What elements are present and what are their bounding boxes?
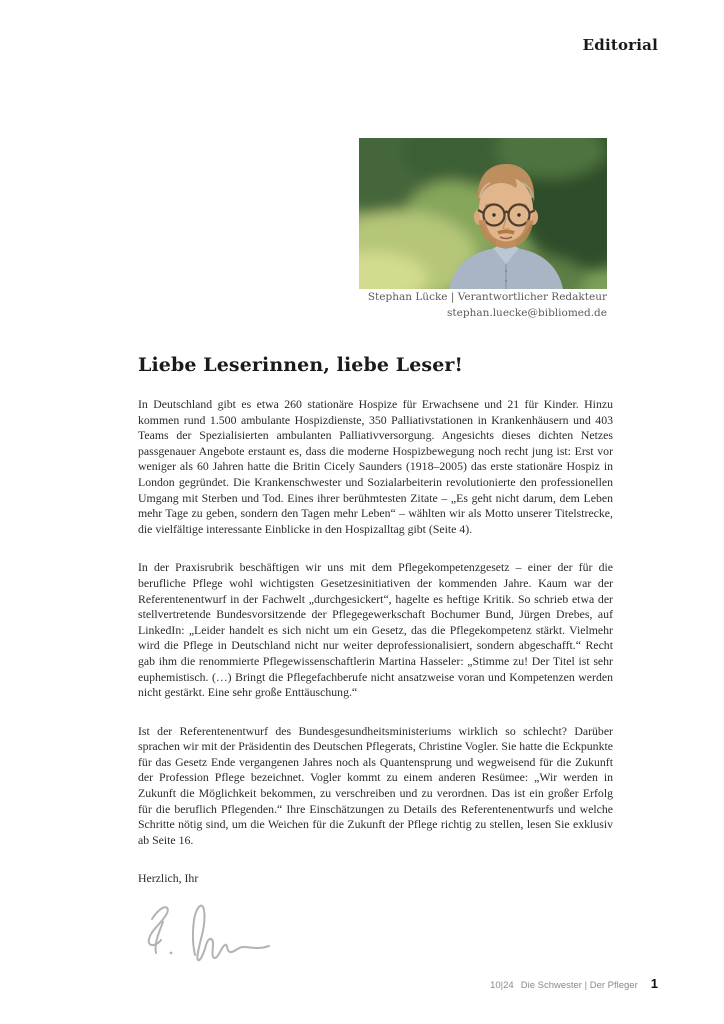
editorial-paragraph: In der Praxisrubrik beschäftigen wir uns mit dem Pflegekompetenzgesetz – einer der für die berufliche Pflege wohl wichtigsten Gesetzesinitiativen der kommenden Jahre. Kaum war der Referentenentwurf in der Fachwelt „durchgesickert“, hagelte es heftige Kritik. So schrieb etwa der stellvertretende Bundesvorsitzende der Pflegegewerkschaft Bochumer Bund, Jürgen Drebes, auf LinkedIn: „Leider handelt es sich nicht um ein Gesetz, das die Pflegekompetenz stärkt. Vielmehr wird die Pflege in Deutschland nicht nur weiter deprofessionalisiert, sondern abgeschafft.“ Recht gab ihm die renommierte Pflegewissenschaftlerin Martina Hasseler: „Stimme zu! Der Titel ist sehr euphemistisch. (…) Bringt die Pflegefachberufe nicht ansatzweise voran und Kompetenzen werden nicht gestärkt. Eine sehr große Enttäuschung.“	[138, 560, 613, 700]
page-footer	[490, 976, 658, 991]
signature-handwritten	[138, 895, 613, 973]
portrait-photo	[359, 138, 607, 289]
footer-issue: 10|24	[490, 980, 514, 991]
portrait-caption-email: stephan.luecke@bibliomed.de	[447, 306, 607, 319]
footer-page-number: 1	[650, 976, 658, 991]
editorial-paragraph: Ist der Referentenentwurf des Bundesgesundheitsministeriums wirklich so schlecht? Darüber sprachen wir mit der Präsidentin des Deutschen Pflegerats, Christine Vogler. Sie hatte die Eckpunkte für das Gesetz Ende vergangenen Jahres noch als Quantensprung und wegweisend für die Zukunft der Profession Pflege bezeichnet. Vogler kommt zu einem anderen Resümee: „Wir werden in Zukunft die Möglichkeit bekommen, zu verschreiben und zu verordnen. Das ist ein großer Erfolg für die beruflich Pflegenden.“ Ihre Einschätzungen zu Details des Referentenentwurfs und welche Schritte nötig sind, um die Weichen für die Zukunft der Pflege richtig zu stellen, lesen Sie exklusiv ab Seite 16.	[138, 723, 613, 847]
footer-magazine-title: Die Schwester | Der Pfleger	[520, 980, 638, 991]
portrait-caption-name: Stephan Lücke | Verantwortlicher Redakteur	[367, 291, 607, 303]
portrait-figure	[359, 138, 607, 289]
editorial-paragraph: In Deutschland gibt es etwa 260 stationäre Hospize für Erwachsene und 21 für Kinder. Hinzu kommen rund 1.500 ambulante Hospizdienste, 350 Palliativstationen in Krankenhäusern und 403 Teams der Spezialisierten ambulanten Palliativversorgung. Angesichts dieses dichten Netzes passgenauer Angebote erstaunt es, dass die moderne Hospizbewegung noch recht jung ist: Erst vor weniger als 60 Jahren hatte die Britin Cicely Saunders (1918–2005) das erste stationäre Hospiz in London gegründet. Die Krankenschwester und Sozialarbeiterin revolutionierte den professionellen Umgang mit Sterben und Tod. Eines ihrer berühmtesten Zitate – „Es geht nicht darum, dem Leben mehr Tage zu geben, sondern den Tagen mehr Leben“ – wählten wir als Motto unserer Titelstrecke, die vielfältige interessante Einblicke in den Hospizalltag gibt (Seite 4).	[138, 397, 613, 536]
editorial-body	[138, 354, 613, 973]
editorial-closing: Herzlich, Ihr	[138, 871, 199, 886]
portrait-caption	[287, 290, 607, 321]
editorial-heading: Liebe Leserinnen, liebe Leser!	[138, 354, 463, 376]
section-label: Editorial	[582, 36, 658, 54]
